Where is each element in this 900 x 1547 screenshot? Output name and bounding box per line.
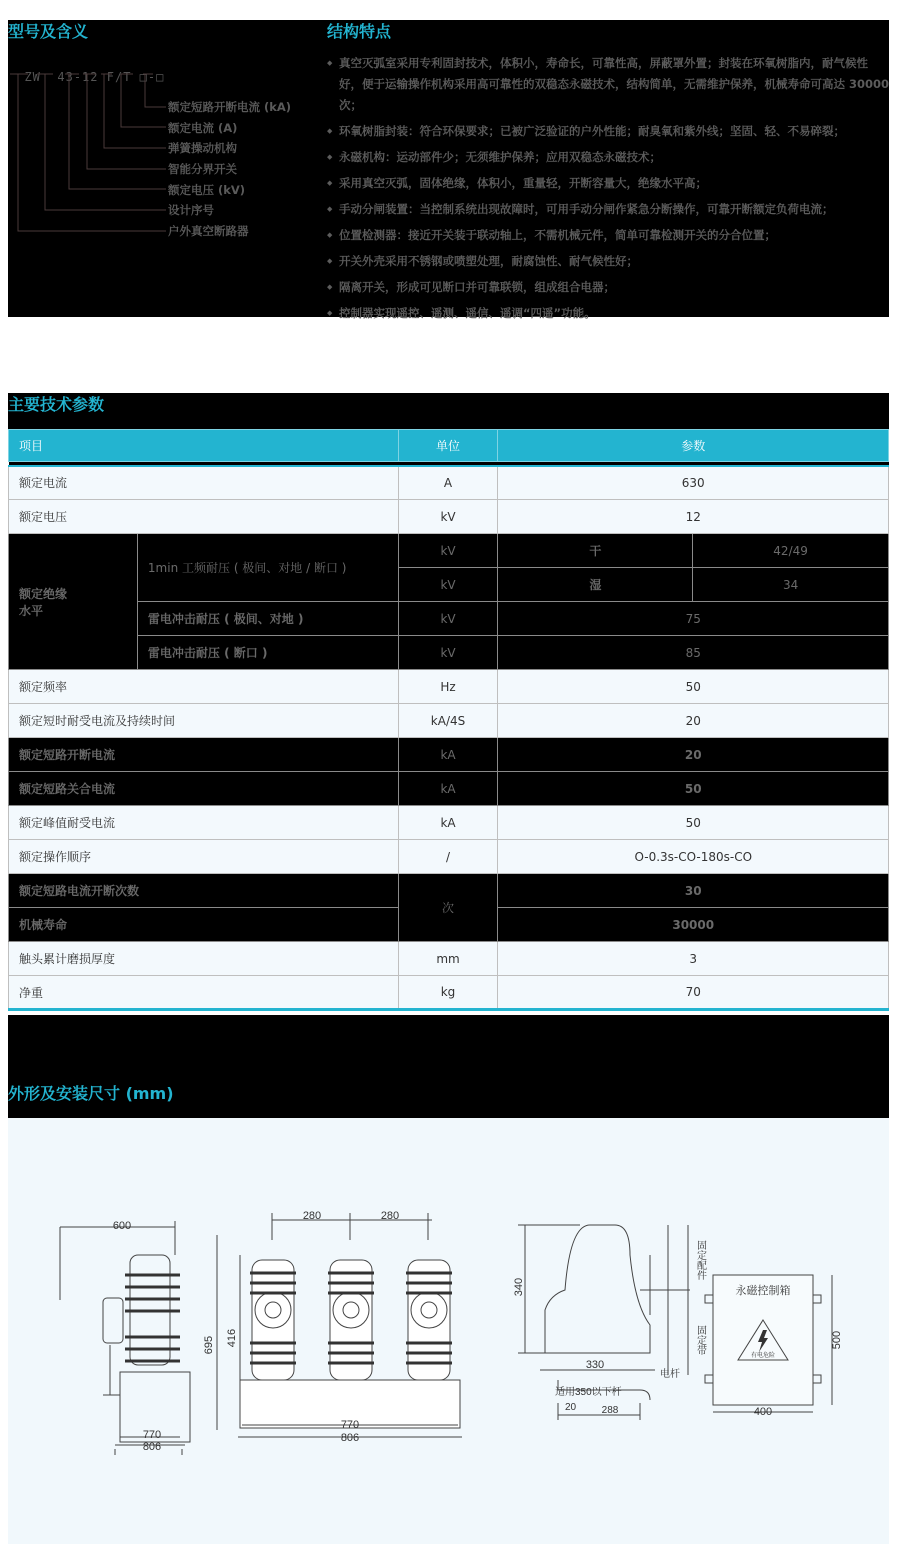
svg-text:适用350以下杆: 适用350以下杆 (555, 1387, 622, 1398)
svg-text:330: 330 (585, 1359, 605, 1371)
svg-text:806: 806 (340, 1432, 360, 1444)
svg-text:280: 280 (302, 1210, 322, 1222)
svg-text:416: 416 (226, 1328, 238, 1348)
feature-item: ◆ 真空灭弧室采用专利固封技术，体积小，寿命长，可靠性高，屏蔽罩外置；封装在环氧树脂内，耐气候性好，便于运输操作机构采用高可靠性的双稳态永磁技术，结构简单，无需维护保养，机械寿命可高达 30000 次； (327, 53, 889, 116)
table-row: 额定短路关合电流 kA 50 (9, 772, 889, 806)
spec-table-header (9, 430, 889, 462)
model-label-design-no: 设计序号 (168, 203, 214, 217)
dimension-section-title: 外形及安装尺寸 (mm) (8, 1084, 174, 1103)
table-row: 额定频率 Hz 50 (9, 670, 889, 704)
header-unit: 单位 (398, 430, 498, 462)
table-row: 额定峰值耐受电流 kA 50 (9, 806, 889, 840)
table-row: 额定电压 kV 12 (9, 500, 889, 534)
model-label-breaking-current: 额定短路开断电流 (kA) (168, 100, 292, 114)
table-row: 净重 kg 70 (9, 976, 889, 1010)
svg-text:固定配件: 固定配件 (694, 1240, 706, 1280)
feature-item: ◆ 手动分闸装置：当控制系统出现故障时，可用手动分闸作紧急分断操作，可靠开断额定负荷电流； (327, 199, 889, 220)
table-row: 额定电流 A 630 (9, 466, 889, 500)
table-row: 雷电冲击耐压 ( 极间、对地 ) kV 75 (9, 602, 889, 636)
feature-item: ◆ 控制器实现遥控、遥测、遥信、遥调“四遥”功能。 (327, 303, 889, 324)
svg-text:电杆: 电杆 (660, 1369, 680, 1380)
table-row: 额定操作顺序 / O-0.3s-CO-180s-CO (9, 840, 889, 874)
feature-item: ◆ 采用真空灭弧，固体绝缘，体积小，重量轻，开断容量大，绝缘水平高； (327, 173, 889, 194)
model-label-spring-mechanism: 弹簧操动机构 (168, 141, 237, 155)
svg-text:400: 400 (753, 1406, 773, 1418)
svg-text:770: 770 (142, 1429, 162, 1441)
svg-text:20: 20 (565, 1402, 577, 1413)
features-list (327, 53, 889, 324)
table-row: kV 湿 34 (9, 568, 889, 602)
side-view-drawing (55, 1215, 195, 1455)
header-value: 参数 (498, 430, 889, 462)
svg-text:288: 288 (601, 1405, 619, 1416)
model-label-smart-switch: 智能分界开关 (168, 162, 237, 176)
feature-item: ◆ 位置检测器：接近开关装于联动轴上，不需机械元件，简单可靠检测开关的分合位置； (327, 225, 889, 246)
svg-text:固定带: 固定带 (694, 1325, 706, 1355)
svg-text:340: 340 (513, 1277, 525, 1297)
model-code-leader-lines (8, 70, 168, 240)
svg-text:永磁控制箱: 永磁控制箱 (735, 1285, 791, 1297)
feature-item: ◆ 隔离开关，形成可见断口并可靠联锁，组成组合电器； (327, 277, 889, 298)
spec-section-title: 主要技术参数 (8, 395, 105, 414)
model-label-rated-current: 额定电流 (A) (168, 121, 238, 135)
control-box-drawing (700, 1270, 850, 1420)
features-section-title: 结构特点 (327, 22, 392, 41)
feature-item: ◆ 环氧树脂封装：符合环保要求；已被广泛验证的户外性能；耐臭氧和紫外线；坚固、轻、不易碎裂； (327, 121, 889, 142)
table-row: 雷电冲击耐压 ( 断口 ) kV 85 (9, 636, 889, 670)
svg-text:770: 770 (340, 1419, 360, 1431)
model-section-title: 型号及含义 (8, 22, 89, 41)
spec-table (8, 429, 889, 1011)
table-row: 触头累计磨损厚度 mm 3 (9, 942, 889, 976)
insulation-group-label: 额定绝缘水平 (9, 534, 138, 670)
model-code: ZW 43-12 F/T □-□ (24, 70, 165, 84)
mount-view-drawing (510, 1215, 710, 1445)
table-row: 额定短路开断电流 kA 20 (9, 738, 889, 772)
feature-item: ◆ 开关外壳采用不锈钢或喷塑处理，耐腐蚀性、耐气候性好； (327, 251, 889, 272)
svg-text:500: 500 (831, 1330, 843, 1350)
svg-text:695: 695 (203, 1335, 215, 1355)
table-row: 机械寿命 30000 (9, 908, 889, 942)
front-view-drawing (200, 1205, 480, 1455)
model-label-outdoor-breaker: 户外真空断路器 (168, 224, 249, 238)
svg-text:有电危险: 有电危险 (750, 1353, 776, 1359)
table-row: 额定短路电流开断次数 次 30 (9, 874, 889, 908)
svg-text:280: 280 (380, 1210, 400, 1222)
spec-title-bar (8, 393, 889, 429)
svg-text:600: 600 (112, 1220, 132, 1232)
table-row: 额定绝缘水平 1min 工频耐压 ( 极间、对地 / 断口 ) kV 干 42/49 (9, 534, 889, 568)
model-label-rated-voltage: 额定电压 (kV) (168, 183, 246, 197)
svg-text:806: 806 (142, 1441, 162, 1453)
header-item: 项目 (9, 430, 399, 462)
table-row: 额定短时耐受电流及持续时间 kA/4S 20 (9, 704, 889, 738)
feature-item: ◆ 永磁机构：运动部件少；无须维护保养；应用双稳态永磁技术； (327, 147, 889, 168)
